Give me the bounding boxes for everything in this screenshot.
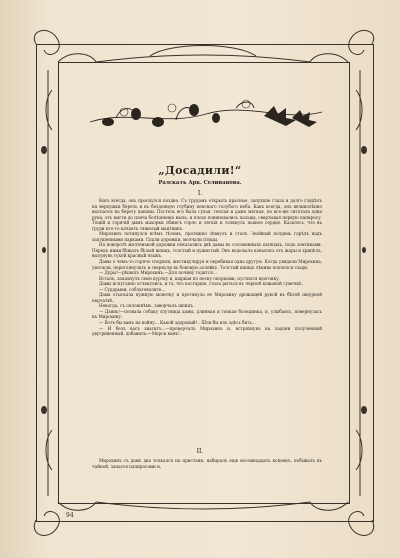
page-number: 94: [66, 512, 74, 519]
paragraph: Мирохинъ потянулся всѣмъ тѣломъ, протяжно зѣвнулъ и сталъ. Знойный полдень горѣлъ надъ запущенными парками. Спали дорожки, молчали птицы.: [92, 231, 322, 242]
paragraph: Дама отыскала нужную монетку и протянула ее Мирохину дрожащей рукой въ бѣлой шнурной перчаткѣ.: [92, 292, 322, 303]
paragraph: Дамы испуганно оглянулись, и та, что постарше, стала рыться въ черной кожаной сумочкѣ.: [99, 281, 303, 287]
paragraph: Дамы о чемъ-то горячо спорили, жестикулируя и перебивая одна другую. Когда увидали Мирохина, умолкли, переглянулись и свернули въ боковую аллейку. Толстый шпицъ лѣниво поплелся сзади.: [92, 259, 322, 270]
paragraph: — Дзинь!—позвала собаку спутница дамы, длинная и тонкая блондинка, и, улыбаясь, повернулась къ Мирохину.: [92, 308, 322, 320]
chapter-heading-2: II.: [196, 448, 204, 455]
paragraph: Мирохинъ съ дамъ два толкался на пристани, набиралъ еще восемнадцать копеекъ, побывалъ въ чайной, запасся папиросами и,: [92, 458, 322, 469]
paragraph: Кись всегда, онъ проснулся поздно. Съ трудомъ открылъ красные, запухшіе глаза и долго глядѣлъ на верхушки березъ и въ бездонную глубину неяснаго голубого неба. Какъ всегда, онъ великолѣпно выспался на берегу канавы. Постель его была сухая, теплая и даже мягкая, но все-же сигатала одна рука, отъ кисти до плеча болѣзненно ныла, и плохо повиновались пальцы, свертывая первую папиросу. Тощій и горячій дымъ махорки обжегъ горло и легкія и толкнулъ пьяное сердце. Казалось, что въ груди кто-то качаетъ тяжелый маятникъ.: [92, 198, 322, 231]
paragraph: Всталъ, запахнулъ свою куртку и, шаркая по песку опорками, пустился вдогонку.: [99, 275, 280, 281]
story-text-chapter-1: [92, 198, 322, 337]
paragraph: — И безъ васъ хватитъ...—проворчалъ Мирохинъ и, встряхнувъ на ладони полученный двугривенный, добавилъ:—Мерси вамъ!..: [92, 325, 322, 337]
paragraph: — Дуры!—рѣшилъ Мирохинъ.—Для почину годится...: [99, 270, 217, 276]
story-title: „Досадили!“: [158, 164, 242, 177]
paragraph: — Вотъ-бы вамъ на войну... Какой здоровый!.. Шли-бы изъ здѣсь бить...: [99, 320, 256, 326]
paragraph: На поворотѣ желтенькой дорожки показались двѣ дамы въ соломенныхъ шляпахъ, подъ зонтиками. Передъ ними бѣжалъ бѣлый шпицъ, толстый и пушистый. Онъ водолылъ ковылясь отъ жары и хрипѣлъ, высунувъ сухой красный языкъ.: [92, 242, 322, 259]
paragraph: — Сударыни, соблаговолите...: [99, 286, 166, 292]
story-byline: Разсказъ Арк. Селиванова.: [158, 180, 242, 186]
chapter-heading-1: I.: [197, 190, 203, 197]
floral-vine-illustration: [86, 92, 326, 134]
paragraph: Некогда, съ оплошнѣмъ, заворчалъ шпицъ.: [99, 303, 195, 309]
story-text-chapter-2: [92, 458, 322, 469]
